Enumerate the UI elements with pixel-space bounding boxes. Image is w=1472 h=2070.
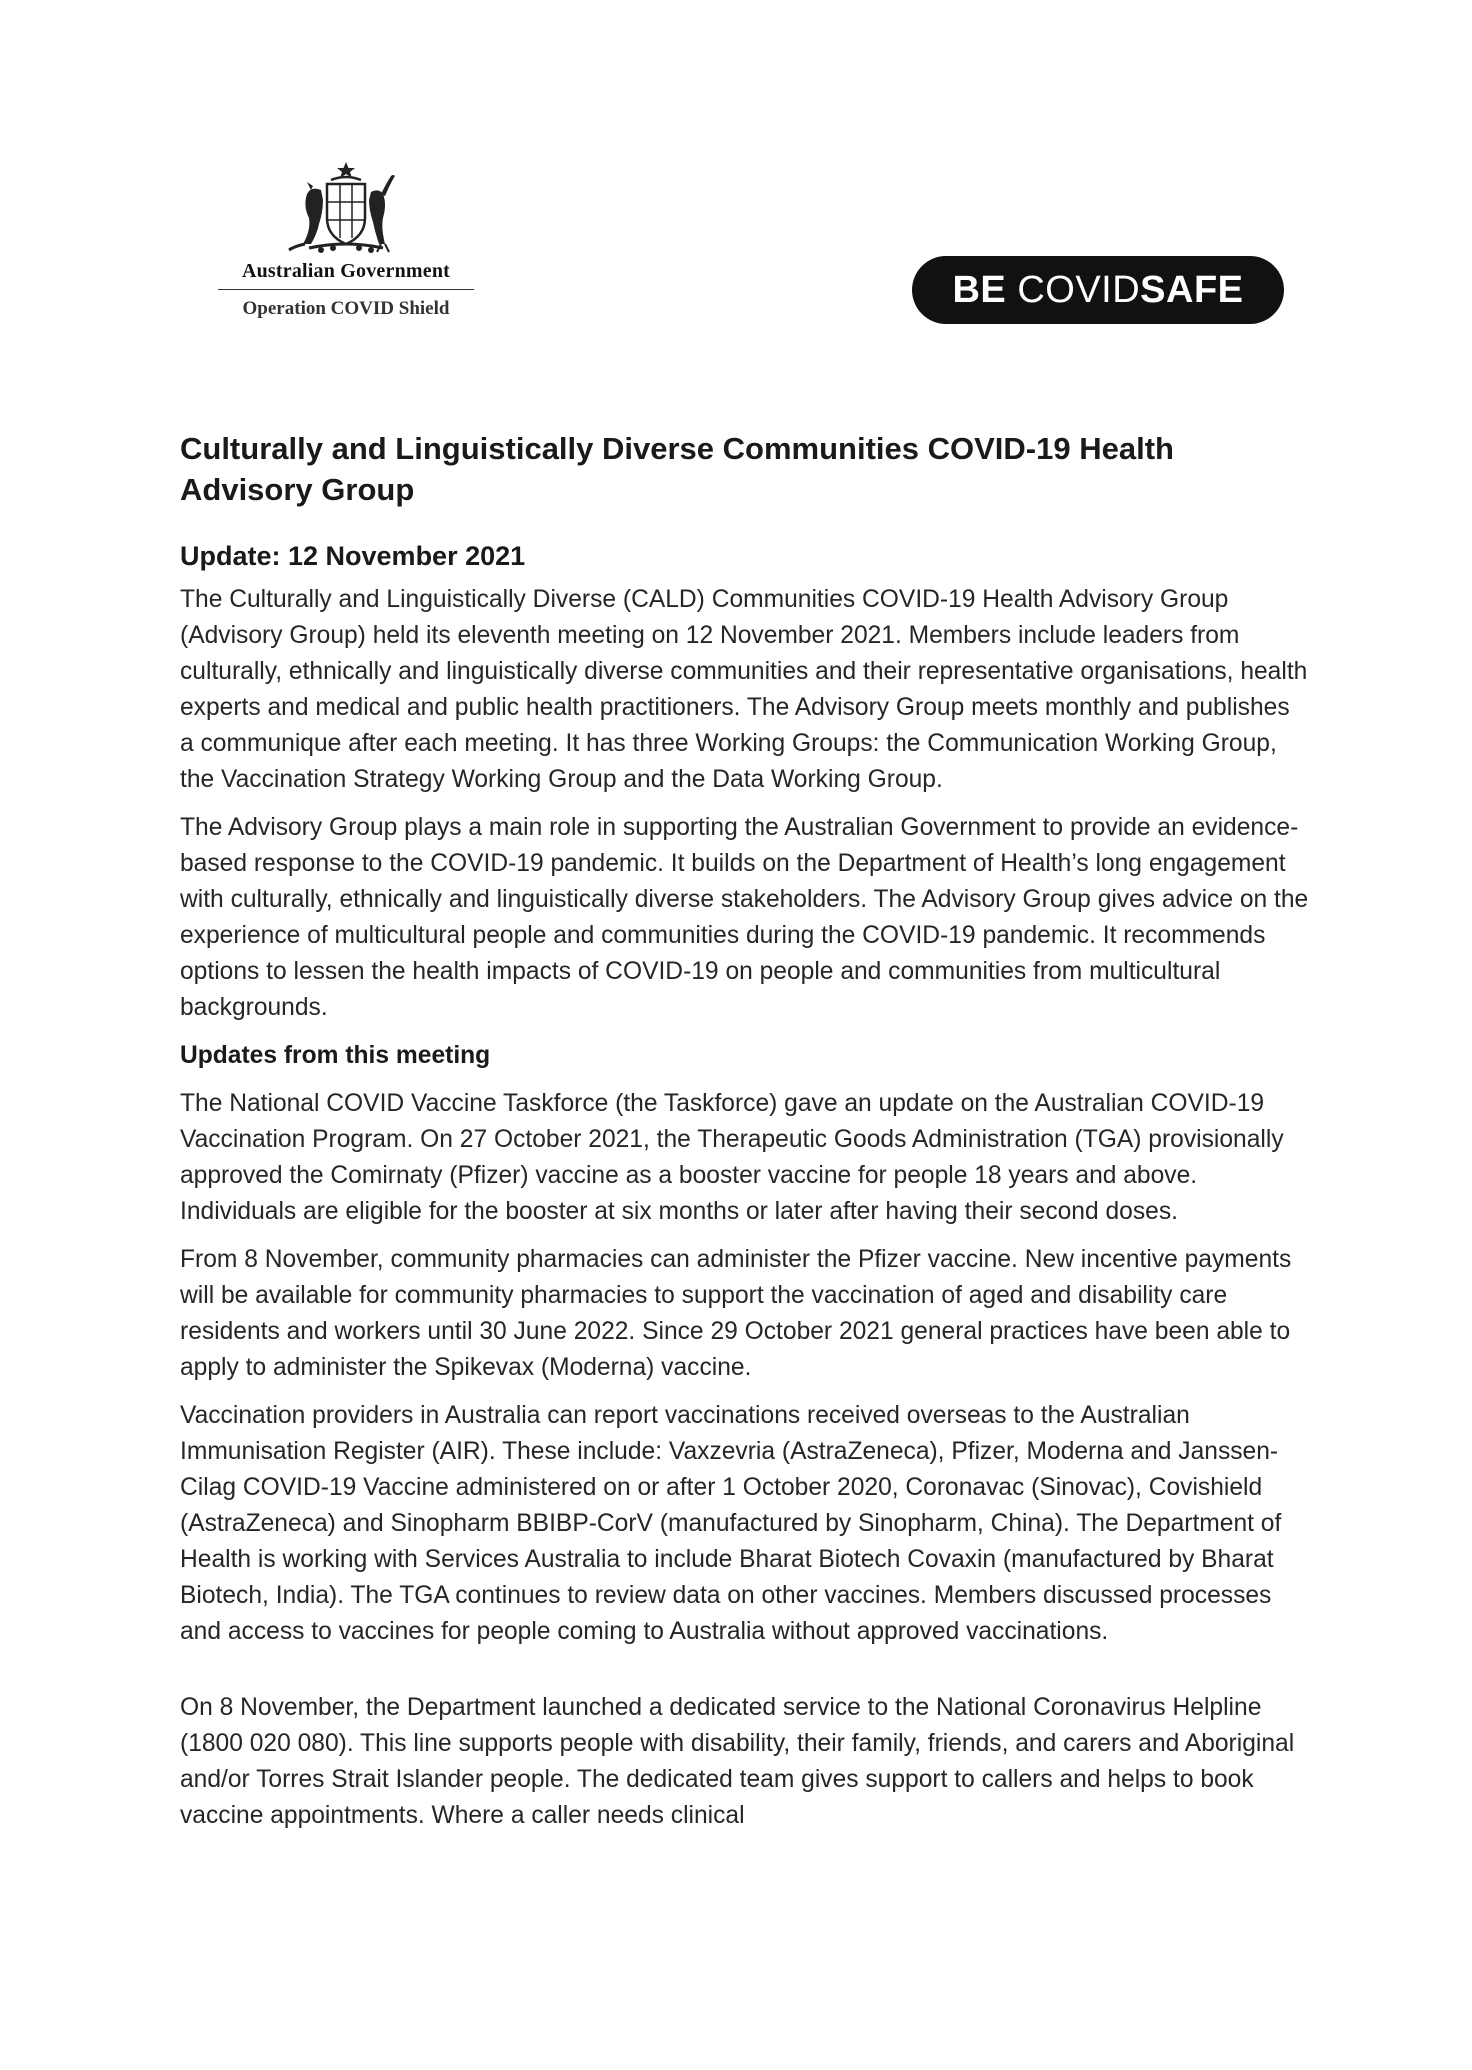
government-name: Australian Government — [218, 260, 474, 290]
operation-name: Operation COVID Shield — [242, 298, 450, 319]
update-date-heading: Update: 12 November 2021 — [180, 541, 526, 571]
badge-word-covid: COVID — [1017, 269, 1141, 311]
update-paragraph: Vaccination providers in Australia can report vaccinations received overseas to the Australian Immunisation Register (AIR). These include: Vaxzevria (AstraZeneca), Pfizer, Moderna and Janssen-Cilag COVID-19 Vaccine administered on or after 1 October 2020, Coronavac (Sinovac), Covishield (AstraZeneca) and Sinopharm BBIBP-CorV (manufactured by Sinopharm, China). The Department of Health is working with Services Australia to include Bharat Biotech Covaxin (manufactured by Bharat Biotech, India). The TGA continues to review data on other vaccines. Members discussed processes and access to vaccines for people coming to Australia without approved vaccinations. — [180, 1402, 1282, 1645]
update-paragraph: From 8 November, community pharmacies can administer the Pfizer vaccine. New incentive payments will be available for community pharmacies to support the vaccination of aged and disability care residents and workers until 30 June 2022. Since 29 October 2021 general practices have been able to apply to administer the Spikevax (Moderna) vaccine. — [180, 1246, 1292, 1381]
updates-heading: Updates from this meeting — [180, 1042, 491, 1069]
coat-of-arms-icon — [281, 160, 411, 256]
document-body — [180, 428, 1310, 1846]
document-title: Culturally and Linguistically Diverse Communities COVID-19 Health Advisory Group — [180, 431, 1174, 507]
update-paragraph: On 8 November, the Department launched a dedicated service to the National Coronavirus Helpline (1800 020 080). This line supports people with disability, their family, friends, and carers and Aboriginal and/or Torres Strait Islander people. The dedicated team gives support to callers and helps to book vaccine appointments. Where a caller needs clinical — [180, 1694, 1295, 1829]
be-covidsafe-badge — [912, 256, 1284, 324]
intro-paragraph: The Culturally and Linguistically Diverse (CALD) Communities COVID-19 Health Advisory Group (Advisory Group) held its eleventh meeting on 12 November 2021. Members include leaders from culturally, ethnically and linguistically diverse communities and their representative organisations, health experts and medical and public health practitioners. The Advisory Group meets monthly and publishes a communique after each meeting. It has three Working Groups: the Communication Working Group, the Vaccination Strategy Working Group and the Data Working Group. — [180, 586, 1308, 793]
badge-word-safe: SAFE — [1140, 269, 1244, 311]
australian-government-logo — [218, 160, 474, 320]
badge-word-be: BE — [952, 269, 1007, 311]
intro-paragraph: The Advisory Group plays a main role in supporting the Australian Government to provide an evidence-based response to the COVID-19 pandemic. It builds on the Department of Health’s long engagement with culturally, ethnically and linguistically diverse stakeholders. The Advisory Group gives advice on the experience of multicultural people and communities during the COVID-19 pandemic. It recommends options to lessen the health impacts of COVID-19 on people and communities from multicultural backgrounds. — [180, 814, 1309, 1021]
update-paragraph: The National COVID Vaccine Taskforce (the Taskforce) gave an update on the Australian COVID-19 Vaccination Program. On 27 October 2021, the Therapeutic Goods Administration (TGA) provisionally approved the Comirnaty (Pfizer) vaccine as a booster vaccine for people 18 years and above. Individuals are eligible for the booster at six months or later after having their second doses. — [180, 1090, 1284, 1225]
